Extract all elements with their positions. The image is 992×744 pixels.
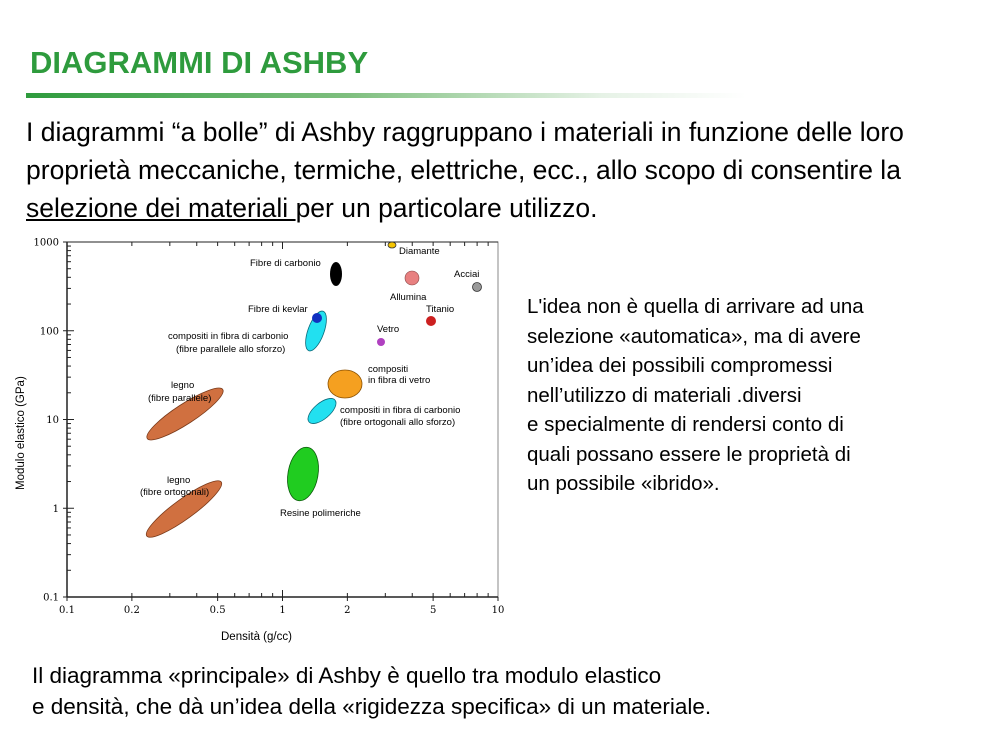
label-compositi-carbonio-parallele-2: (fibre parallele allo sforzo) bbox=[176, 344, 286, 355]
ashby-chart bbox=[10, 228, 510, 653]
slide-title: DIAGRAMMI DI ASHBY bbox=[30, 45, 369, 80]
bubble-compositi-carbonio-ortogonali bbox=[304, 394, 340, 428]
label-fibre-kevlar: Fibre di kevlar bbox=[248, 304, 308, 315]
y-tick-label: 1000 bbox=[33, 237, 59, 249]
label-legno-parallele-2: (fibre parallele) bbox=[148, 393, 212, 404]
bubble-titanio bbox=[426, 316, 436, 326]
bottom-note: Il diagramma «principale» di Ashby è quello tra modulo elastico e densità, che dà un’idea della «rigidezza specifica» di un materiale. bbox=[32, 663, 712, 719]
bubble-fibre-kevlar bbox=[312, 313, 322, 323]
x-tick-label: 5 bbox=[429, 605, 437, 616]
x-axis-title: Densità (g/cc) bbox=[221, 631, 292, 643]
intro-text-after: per un particolare utilizzo. bbox=[295, 193, 598, 223]
label-compositi-vetro-1: compositi bbox=[368, 364, 409, 375]
y-tick-label: 0.1 bbox=[43, 592, 59, 604]
label-legno-ortogonali-2: (fibre ortogonali) bbox=[140, 487, 210, 498]
x-tick-label: 10 bbox=[491, 605, 505, 616]
side-note: L'idea non è quella di arrivare ad una selezione «automatica», ma di avere un’idea dei possibili compromessi nell’utilizzo di materiali .diversi e specialmente di rendersi conto di quali possano essere le proprietà di un possibile «ibrido». bbox=[527, 295, 864, 495]
x-tick-label: 0.5 bbox=[209, 605, 226, 616]
bubble-vetro bbox=[377, 338, 385, 346]
label-legno-ortogonali-1: legno bbox=[167, 475, 191, 486]
x-tick-label: 1 bbox=[279, 605, 286, 616]
intro-text-before: I diagrammi “a bolle” di Ashby raggruppano i materiali in funzione delle loro proprietà meccaniche, termiche, elettriche, ecc., allo scopo di consentire la bbox=[26, 117, 904, 185]
bubble-diamante bbox=[388, 242, 396, 248]
intro-text-underlined: selezione dei materiali bbox=[26, 193, 296, 223]
label-diamante: Diamante bbox=[399, 246, 440, 257]
label-compositi-vetro-2: in fibra di vetro bbox=[368, 375, 431, 386]
label-compositi-carbonio-ortogonali-2: (fibre ortogonali allo sforzo) bbox=[340, 417, 456, 428]
label-titanio: Titanio bbox=[426, 304, 455, 315]
bubble-compositi-vetro bbox=[328, 370, 362, 398]
x-tick-label: 0.1 bbox=[59, 605, 75, 616]
title-underline-bar bbox=[26, 93, 746, 98]
x-tick-label: 2 bbox=[344, 605, 351, 616]
y-tick-label: 10 bbox=[46, 415, 59, 426]
label-fibre-carbonio: Fibre di carbonio bbox=[250, 258, 321, 269]
label-compositi-carbonio-ortogonali-1: compositi in fibra di carbonio bbox=[340, 405, 461, 416]
bubble-resine-polimeriche bbox=[284, 445, 323, 503]
y-tick-label: 100 bbox=[39, 326, 59, 338]
x-tick-label: 0.2 bbox=[123, 605, 140, 616]
label-acciai: Acciai bbox=[454, 269, 480, 280]
label-resine-polimeriche: Resine polimeriche bbox=[280, 508, 361, 519]
label-vetro: Vetro bbox=[377, 324, 400, 335]
label-compositi-carbonio-parallele-1: compositi in fibra di carbonio bbox=[168, 331, 289, 342]
label-allumina: Allumina bbox=[390, 292, 427, 303]
bubble-allumina bbox=[405, 271, 419, 285]
bubble-acciai bbox=[473, 283, 482, 292]
y-axis-title: Modulo elastico (GPa) bbox=[15, 376, 27, 490]
intro-paragraph bbox=[26, 113, 981, 227]
label-legno-parallele-1: legno bbox=[171, 380, 195, 391]
bubble-fibre-carbonio bbox=[330, 262, 342, 286]
y-tick-label: 1 bbox=[52, 503, 59, 515]
